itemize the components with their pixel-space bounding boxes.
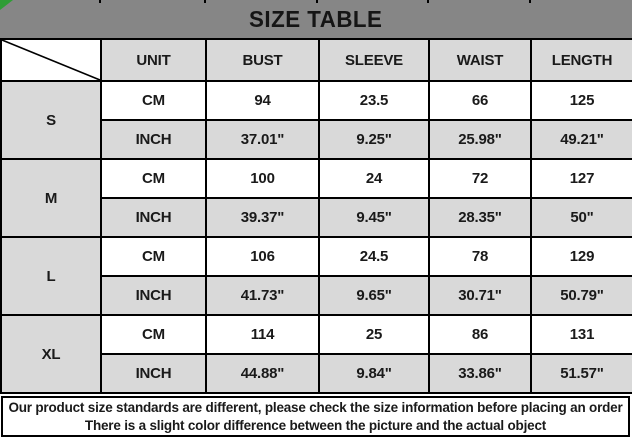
header-cell-sleeve: SLEEVE [319, 39, 429, 81]
cell-l-cm-length: 129 [531, 237, 632, 276]
unit-cell-cm: CM [101, 159, 206, 198]
cell-s-inch-sleeve: 9.25" [319, 120, 429, 159]
size-label-s: S [1, 81, 101, 159]
cell-s-inch-bust: 37.01" [206, 120, 319, 159]
header-row [1, 39, 632, 81]
cell-l-cm-sleeve: 24.5 [319, 237, 429, 276]
cell-m-cm-length: 127 [531, 159, 632, 198]
cell-s-inch-waist: 25.98" [429, 120, 531, 159]
header-cell-bust: BUST [206, 39, 319, 81]
green-corner-marker-icon [0, 0, 13, 10]
header-cell-length: LENGTH [531, 39, 632, 81]
footer-note-box [1, 396, 630, 437]
cell-m-cm-sleeve: 24 [319, 159, 429, 198]
cell-s-cm-bust: 94 [206, 81, 319, 120]
cell-s-cm-sleeve: 23.5 [319, 81, 429, 120]
title-bar [0, 0, 632, 38]
row-xl-cm [1, 315, 632, 354]
cell-xl-inch-sleeve: 9.84" [319, 354, 429, 393]
unit-cell-inch: INCH [101, 354, 206, 393]
cell-xl-cm-length: 131 [531, 315, 632, 354]
cell-xl-inch-waist: 33.86" [429, 354, 531, 393]
unit-cell-inch: INCH [101, 120, 206, 159]
page-title: SIZE TABLE [249, 5, 383, 32]
cell-xl-cm-sleeve: 25 [319, 315, 429, 354]
cell-m-inch-sleeve: 9.45" [319, 198, 429, 237]
size-label-xl: XL [1, 315, 101, 393]
cell-m-cm-waist: 72 [429, 159, 531, 198]
cell-s-cm-length: 125 [531, 81, 632, 120]
unit-cell-cm: CM [101, 237, 206, 276]
cell-l-inch-length: 50.79" [531, 276, 632, 315]
cell-l-inch-bust: 41.73" [206, 276, 319, 315]
header-cell-waist: WAIST [429, 39, 531, 81]
unit-cell-inch: INCH [101, 276, 206, 315]
cell-m-inch-length: 50" [531, 198, 632, 237]
cell-l-cm-waist: 78 [429, 237, 531, 276]
grid-tick [529, 0, 531, 3]
grid-tick [316, 0, 318, 3]
row-m-cm [1, 159, 632, 198]
cell-xl-inch-length: 51.57" [531, 354, 632, 393]
size-table [0, 38, 632, 394]
unit-cell-inch: INCH [101, 198, 206, 237]
grid-tick [99, 0, 101, 3]
header-cell-unit: UNIT [101, 39, 206, 81]
size-label-l: L [1, 237, 101, 315]
cell-m-inch-bust: 39.37" [206, 198, 319, 237]
cell-m-inch-waist: 28.35" [429, 198, 531, 237]
cell-l-cm-bust: 106 [206, 237, 319, 276]
cell-s-cm-waist: 66 [429, 81, 531, 120]
grid-tick [204, 0, 206, 3]
cell-l-inch-waist: 30.71" [429, 276, 531, 315]
diagonal-corner-cell [1, 39, 101, 81]
footer-line-2: There is a slight color difference between the picture and the actual object [84, 418, 547, 433]
diagonal-line-icon [2, 40, 100, 80]
row-l-cm [1, 237, 632, 276]
cell-s-inch-length: 49.21" [531, 120, 632, 159]
row-s-cm [1, 81, 632, 120]
grid-tick [427, 0, 429, 3]
cell-l-inch-sleeve: 9.65" [319, 276, 429, 315]
cell-xl-inch-bust: 44.88" [206, 354, 319, 393]
unit-cell-cm: CM [101, 315, 206, 354]
cell-xl-cm-bust: 114 [206, 315, 319, 354]
size-label-m: M [1, 159, 101, 237]
unit-cell-cm: CM [101, 81, 206, 120]
footer-line-1: Our product size standards are different, please check the size information before placing an order [8, 400, 623, 415]
cell-m-cm-bust: 100 [206, 159, 319, 198]
cell-xl-cm-waist: 86 [429, 315, 531, 354]
